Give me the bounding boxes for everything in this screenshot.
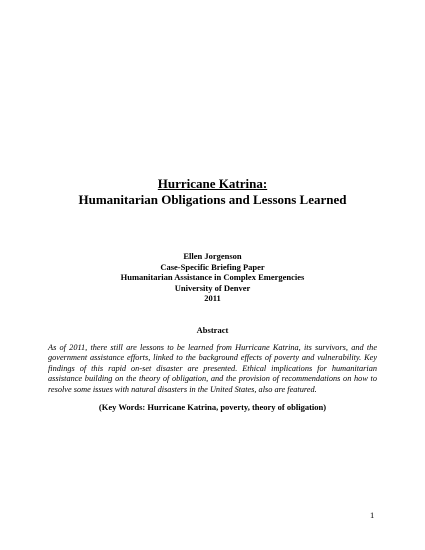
title-line-1: Hurricane Katrina: [157,176,268,191]
year: 2011 [204,293,221,303]
institution: University of Denver [174,282,251,293]
document-title [0,176,425,208]
author-block [0,251,425,304]
abstract-heading: Abstract [196,325,229,335]
title-line-2: Humanitarian Obligations and Lessons Learned [78,192,347,207]
course-name: Humanitarian Assistance in Complex Emergencies [120,272,305,282]
keywords: (Key Words: Hurricane Katrina, poverty, theory of obligation) [98,402,327,412]
page-number: 1 [370,510,375,520]
abstract-body: As of 2011, there still are lessons to be learned from Hurricane Katrina, its survivors, and the government assistance efforts, linked to the background effects of poverty and vulnerability. Key findings of this rapid on-set disaster are presented. Ethical implications for humanitarian assistance building on the theory of obligation, and the provision of recommendations on how to resolve some issues with natural disasters in the United States, also are featured. [48,343,377,394]
author-name: Ellen Jorgenson [183,251,242,261]
paper-type: Case-Specific Briefing Paper [160,261,265,272]
